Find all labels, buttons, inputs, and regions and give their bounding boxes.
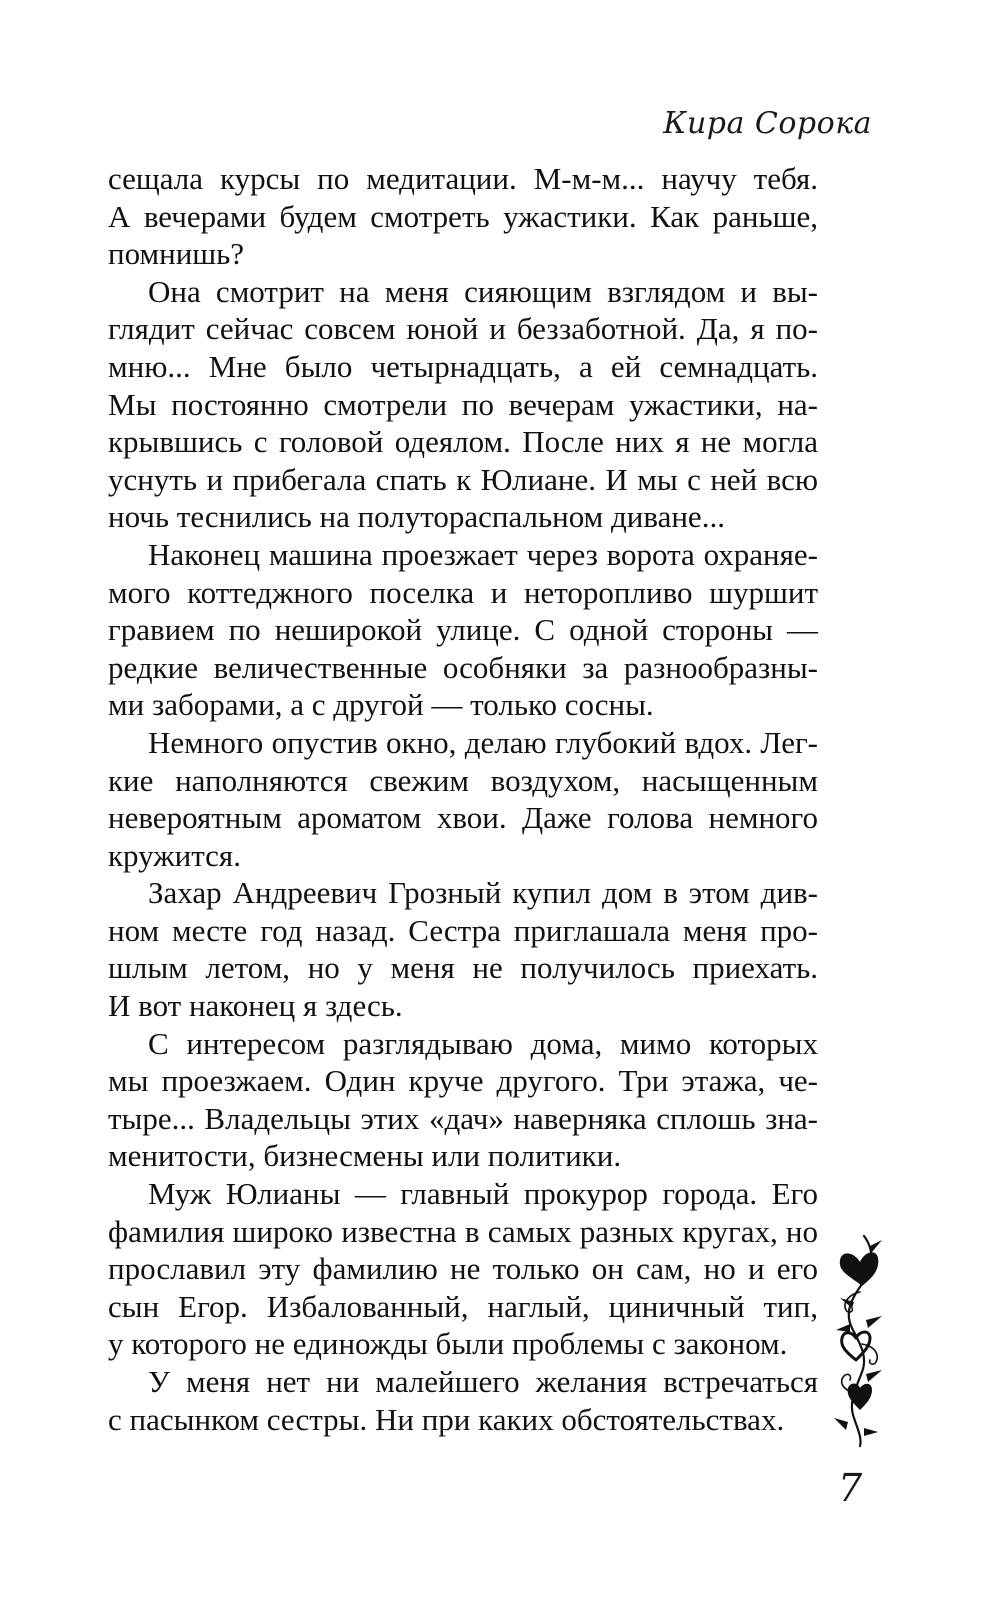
running-head-author: Кира Сорока (663, 106, 872, 141)
text-line: сын Егор. Избалованный, наглый, циничный тип, (108, 1288, 818, 1324)
text-line: с пасынком сестры. Ни при каких обстоятельствах. (108, 1401, 785, 1437)
text-line: ми заборами, а с другой — только сосны. (108, 687, 654, 723)
thorny-heart-vine-icon (832, 1232, 890, 1448)
text-line: уснуть и прибегала спать к Юлиане. И мы с ней всю (108, 461, 818, 497)
text-line: мы проезжаем. Один круче другого. Три этажа, че- (108, 1063, 818, 1099)
text-line: крывшись с головой одеялом. После них я не могла (108, 424, 818, 460)
body-text (108, 160, 818, 1438)
text-line: У меня нет ни малейшего желания встречаться (148, 1364, 818, 1399)
text-line: ночь теснились на полутораспальном диване... (108, 499, 725, 535)
text-line: глядит сейчас совсем юной и беззаботной. Да, я по- (108, 311, 818, 347)
text-line: сещала курсы по медитации. М-м-м... научу тебя. (108, 161, 818, 196)
text-line: невероятным ароматом хвои. Даже голова немного (108, 800, 818, 836)
text-line: у которого не единожды были проблемы с законом. (108, 1326, 788, 1362)
text-line: кие наполняются свежим воздухом, насыщенным (108, 762, 818, 798)
text-line: Немного опустив окно, делаю глубокий вдох. Лег- (148, 724, 818, 760)
page-number: 7 (838, 1466, 863, 1510)
text-line: тыре... Владельцы этих «дач» наверняка сплошь зна- (108, 1100, 818, 1136)
text-line: мого коттеджного поселка и неторопливо шуршит (108, 574, 818, 610)
text-line: ном месте год назад. Сестра приглашала меня про- (108, 912, 818, 948)
text-line: фамилия широко известна в самых разных кругах, но (108, 1213, 818, 1249)
text-line: И вот наконец я здесь. (108, 988, 403, 1024)
text-line: гравием по неширокой улице. С одной стороны — (108, 612, 818, 648)
text-line: Муж Юлианы — главный прокурор города. Его (148, 1176, 818, 1212)
text-line: А вечерами будем смотреть ужастики. Как раньше, (108, 198, 818, 234)
text-line: С интересом разглядываю дома, мимо которых (148, 1025, 818, 1061)
text-line: редкие величественные особняки за разнообразны- (108, 649, 818, 685)
text-line: прославил эту фамилию не только он сам, но и его (108, 1251, 818, 1287)
text-line: Захар Андреевич Грозный купил дом в этом див- (148, 875, 818, 911)
text-line: менитости, бизнесмены или политики. (108, 1138, 622, 1174)
text-line: шлым летом, но у меня не получилось приехать. (108, 950, 818, 986)
text-line: Мы постоянно смотрели по вечерам ужастики, на- (108, 386, 818, 422)
text-line: Она смотрит на меня сияющим взглядом и вы- (148, 273, 818, 309)
text-line: кружится. (108, 837, 241, 873)
text-line: мню... Мне было четырнадцать, а ей семнадцать. (108, 348, 818, 384)
text-line: помнишь? (108, 236, 245, 272)
text-line: Наконец машина проезжает через ворота охраняе- (148, 536, 818, 572)
